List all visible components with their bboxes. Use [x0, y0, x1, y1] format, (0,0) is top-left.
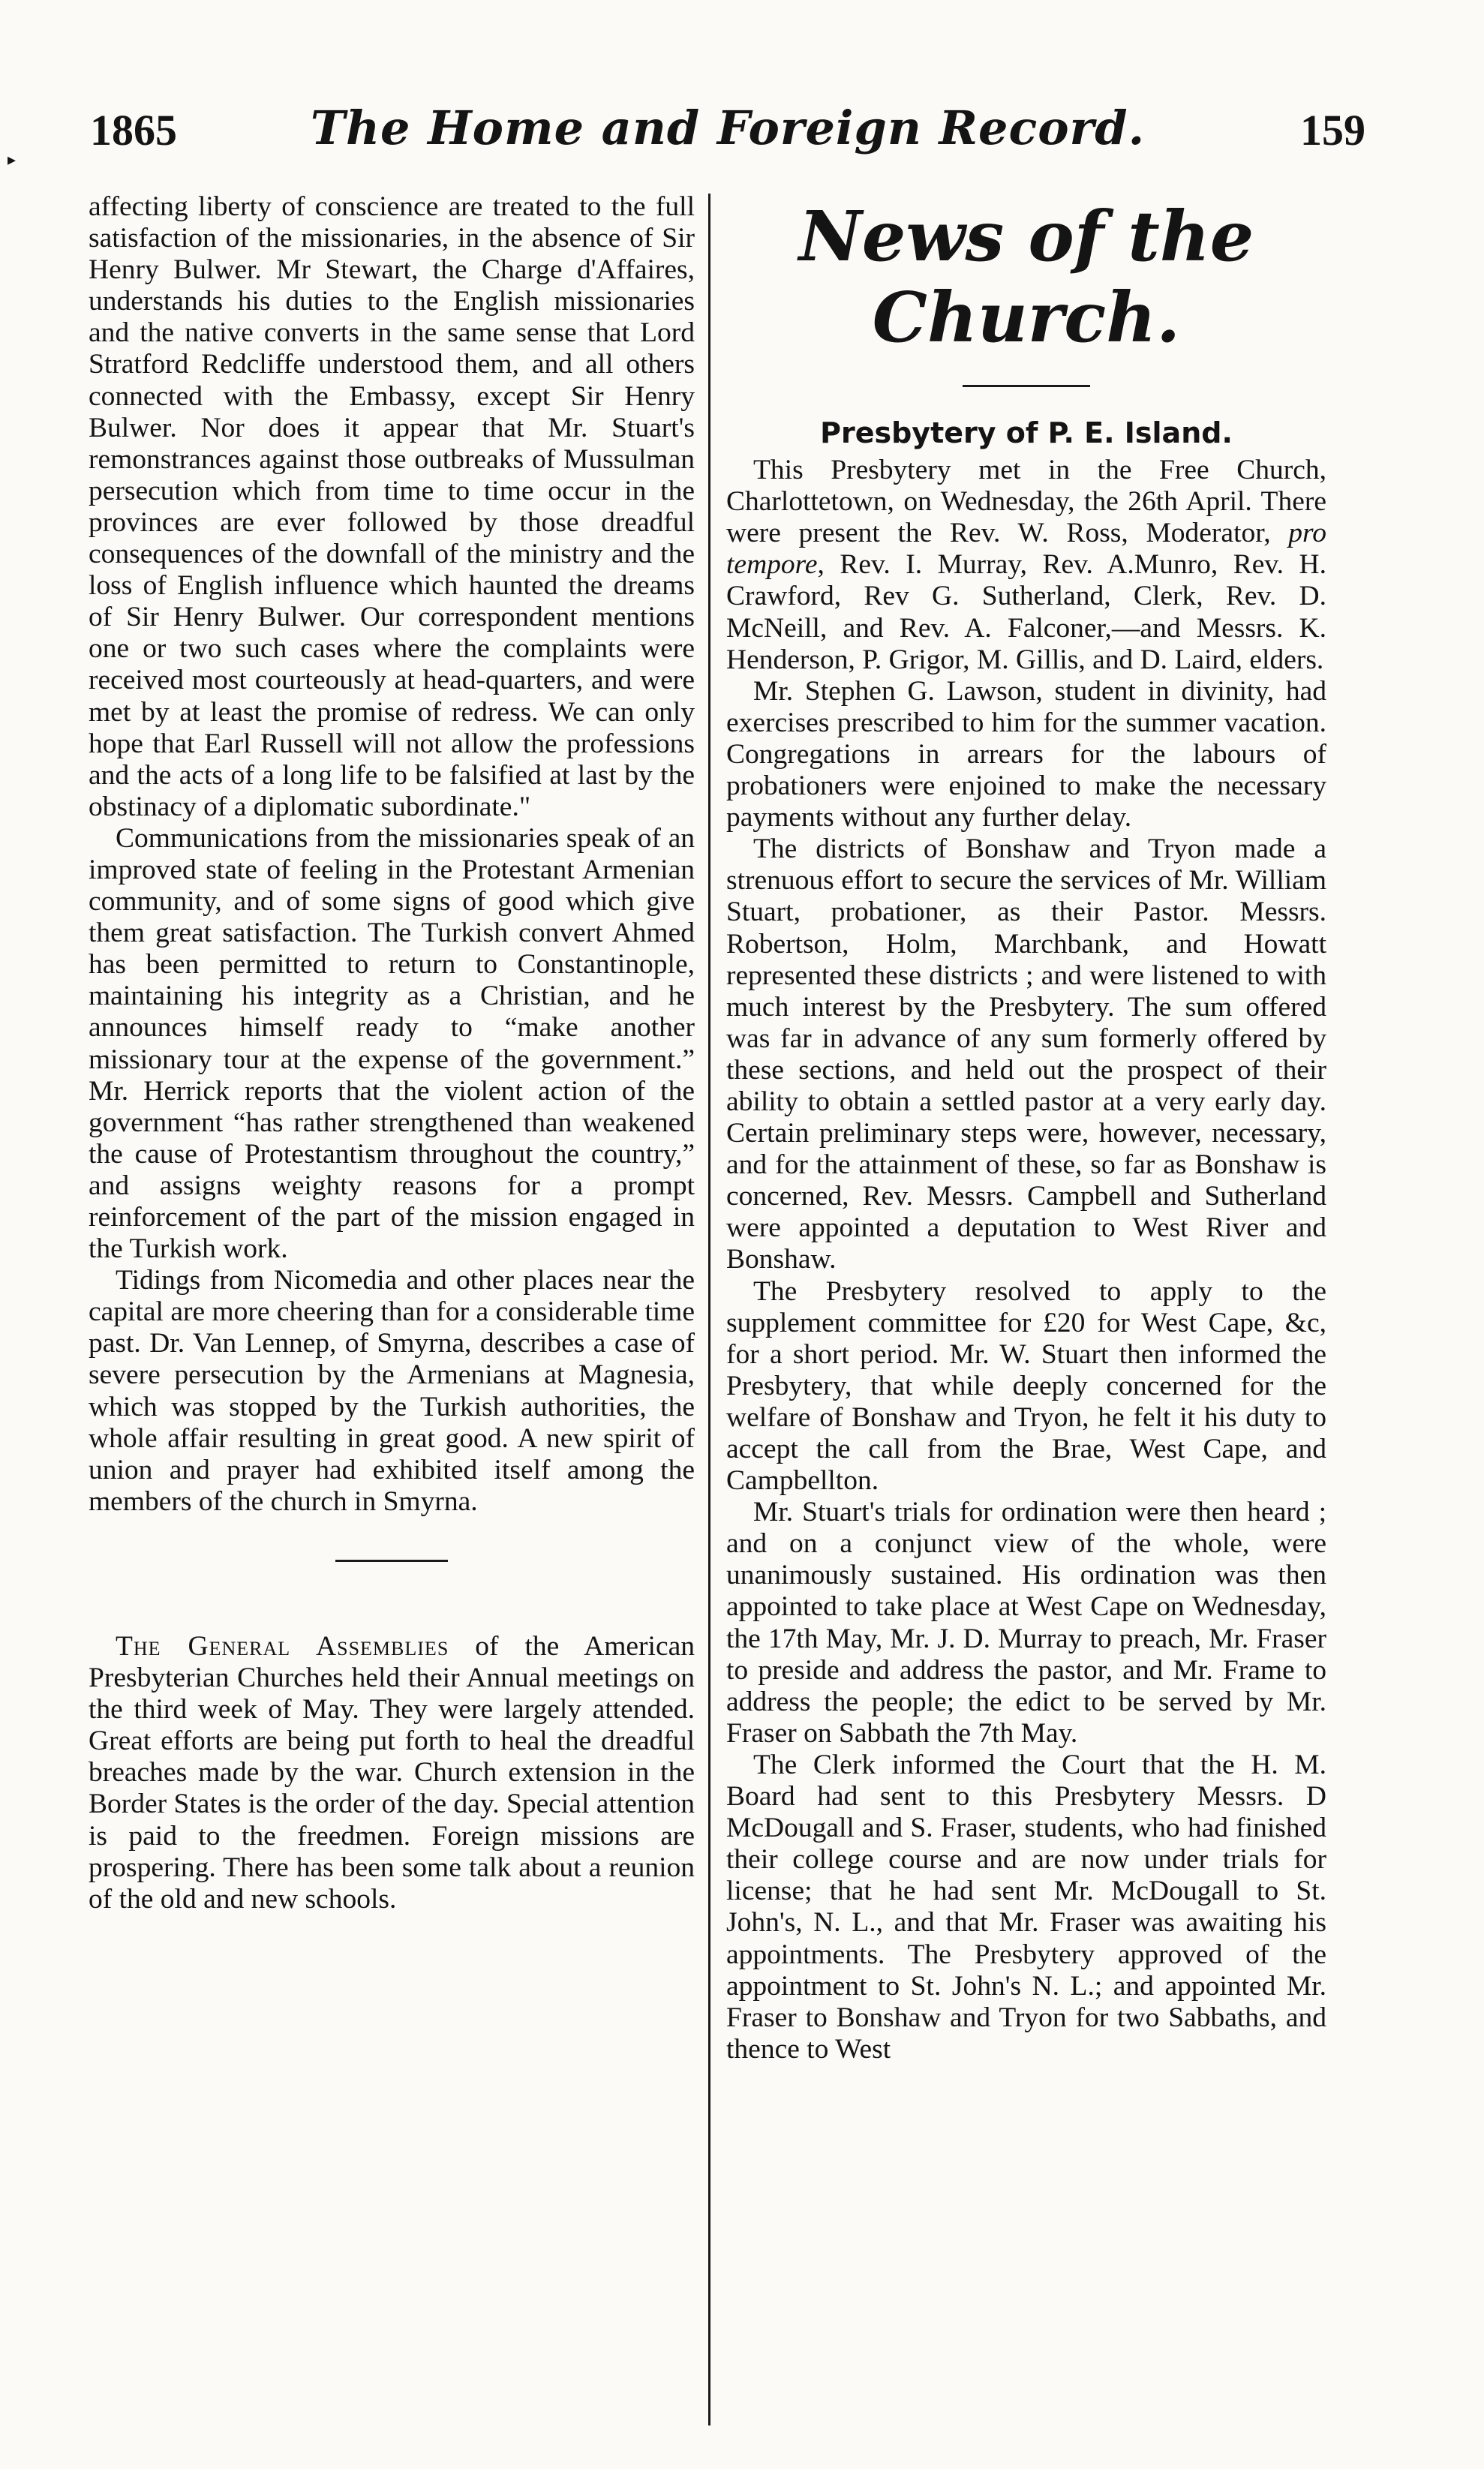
- right-paragraph: Mr. Stephen G. Lawson, student in divinity, had exercises prescribed to him for the summer vacation. Congregations in arrears for the labours of probationers were enjoined to make the necessary payments without any further delay.: [726, 675, 1326, 834]
- left-paragraph: Tidings from Nicomedia and other places near the capital are more cheering than for a considerable time past. Dr. Van Lennep, of Smyrna, describes a case of severe persecution by the Armenians at Magnesia, which was stopped by the Turkish authorities, the whole affair resulting in great good. A new spirit of union and prayer had exhibited itself among the members of the church in Smyrna.: [89, 1265, 695, 1517]
- header-page-number: 159: [1300, 106, 1365, 155]
- title-separator: [963, 385, 1090, 387]
- right-paragraph: The Presbytery resolved to apply to the supplement committee for £20 for West Cape, &c, for a short period. Mr. W. Stuart then informed the Presbytery, that while deeply concerned for the welfare of Bonshaw and Tryon, he felt it his duty to accept the call from the Brae, West Cape, and Campbellton.: [726, 1275, 1326, 1497]
- header-title: The Home and Foreign Record.: [310, 101, 1146, 155]
- column-divider: [708, 194, 710, 2425]
- right-paragraph: The districts of Bonshaw and Tryon made a strenuous effort to secure the services of Mr. William Stuart, probationer, as their Pastor. Messrs. Robertson, Holm, Marchbank, and Howatt represented these districts ; and were listened to with much interest by the Presbytery. The sum offered was far in advance of any sum formerly offered by these sections, and held out the prospect of their ability to obtain a settled pastor at a very early day. Certain preliminary steps were, however, necessary, and for the attainment of these, so far as Bonshaw is concerned, Rev. Messrs. Campbell and Sutherland were appointed a deputation to West River and Bonshaw.: [726, 834, 1326, 1275]
- left-paragraph: Communications from the missionaries speak of an improved state of feeling in the Protestant Armenian community, and of some signs of good which give them great satisfaction. The Turkish convert Ahmed has been permitted to return to Constantinople, maintaining his integrity as a Christian, and he announces himself ready to “make another missionary tour at the expense of the government.” Mr. Herrick reports that the violent action of the government “has rather strengthened than weakened the cause of Protestantism throughout the country,” and assigns weighty reasons for a prompt reinforcement of the part of the mission engaged in the Turkish work.: [89, 822, 695, 1265]
- assemblies-lead: The General Assemblies: [116, 1630, 449, 1662]
- section-separator: [335, 1560, 448, 1562]
- p1-italic: pro tempore: [726, 518, 1326, 581]
- section-title: News of the Church.: [798, 196, 1254, 358]
- article-subheading: Presbytery of P. E. Island.: [820, 416, 1233, 449]
- header-year: 1865: [90, 106, 177, 155]
- p1-text-b: , Rev. I. Murray, Rev. A.Munro, Rev. H. Crawford, Rev G. Sutherland, Clerk, Rev. D. McNeill, and Rev. A. Falconer,—and Messrs. K. Henderson, P. Grigor, M. Gillis, and D. Laird, elders.: [726, 549, 1326, 675]
- page-header: [90, 101, 1365, 173]
- right-paragraph: Mr. Stuart's trials for ordination were then heard ; and on a conjunct view of the whole, were unanimously sustained. His ordination was then appointed to take place at West Cape on Wednesday, the 17th May, Mr. J. D. Murray to preach, Mr. Fraser to preside and address the pastor, and Mr. Frame to address the people; the edict to be served by Mr. Fraser on Sabbath the 7th May.: [726, 1497, 1326, 1749]
- assemblies-text: of the American Presbyterian Churches held their Annual meetings on the third week of May. They were largely attended. Great efforts are being put forth to heal the dreadful breaches made by the war. Church extension in the Border States is the order of the day. Special attention is paid to the freedmen. Foreign missions are prospering. There has been some talk about a reunion of the old and new schools.: [89, 1630, 695, 1915]
- margin-marker: ▸: [8, 150, 17, 169]
- right-paragraph: [726, 455, 1326, 676]
- right-paragraph: The Clerk informed the Court that the H. M. Board had sent to this Presbytery Messrs. D McDougall and S. Fraser, students, who had finished their college course and are now under trials for license; that he had sent Mr. McDougall to St. John's, N. L., and that Mr. Fraser was awaiting his appointments. The Presbytery approved of the appointment to St. John's N. L.; and appointed Mr. Fraser to Bonshaw and Tryon for two Sabbaths, and thence to West: [726, 1749, 1326, 2065]
- assemblies-paragraph: [89, 1631, 695, 1915]
- left-column: [89, 191, 695, 1915]
- right-column: [726, 191, 1326, 2065]
- p1-text-a: This Presbytery met in the Free Church, Charlottetown, on Wednesday, the 26th April. There were present the Rev. W. Ross, Moderator,: [726, 455, 1326, 549]
- left-paragraph: affecting liberty of conscience are treated to the full satisfaction of the missionaries, in the absence of Sir Henry Bulwer. Mr Stewart, the Charge d'Affaires, understands his duties to the English missionaries and the native converts in the same sense that Lord Stratford Redcliffe understood them, and all others connected with the Embassy, except Sir Henry Bulwer. Nor does it appear that Mr. Stuart's remonstrances against those outbreaks of Mussulman persecution which from time to time occur in the provinces are ever followed by those dreadful consequences of the downfall of the ministry and the loss of English influence which haunted the dreams of Sir Henry Bulwer. Our correspondent mentions one or two such cases where the complaints were received most courteously at head-quarters, and were met by at least the promise of redress. We can only hope that Earl Russell will not allow the professions and the acts of a long life to be falsified at last by the obstinacy of a diplomatic subordinate.": [89, 191, 695, 822]
